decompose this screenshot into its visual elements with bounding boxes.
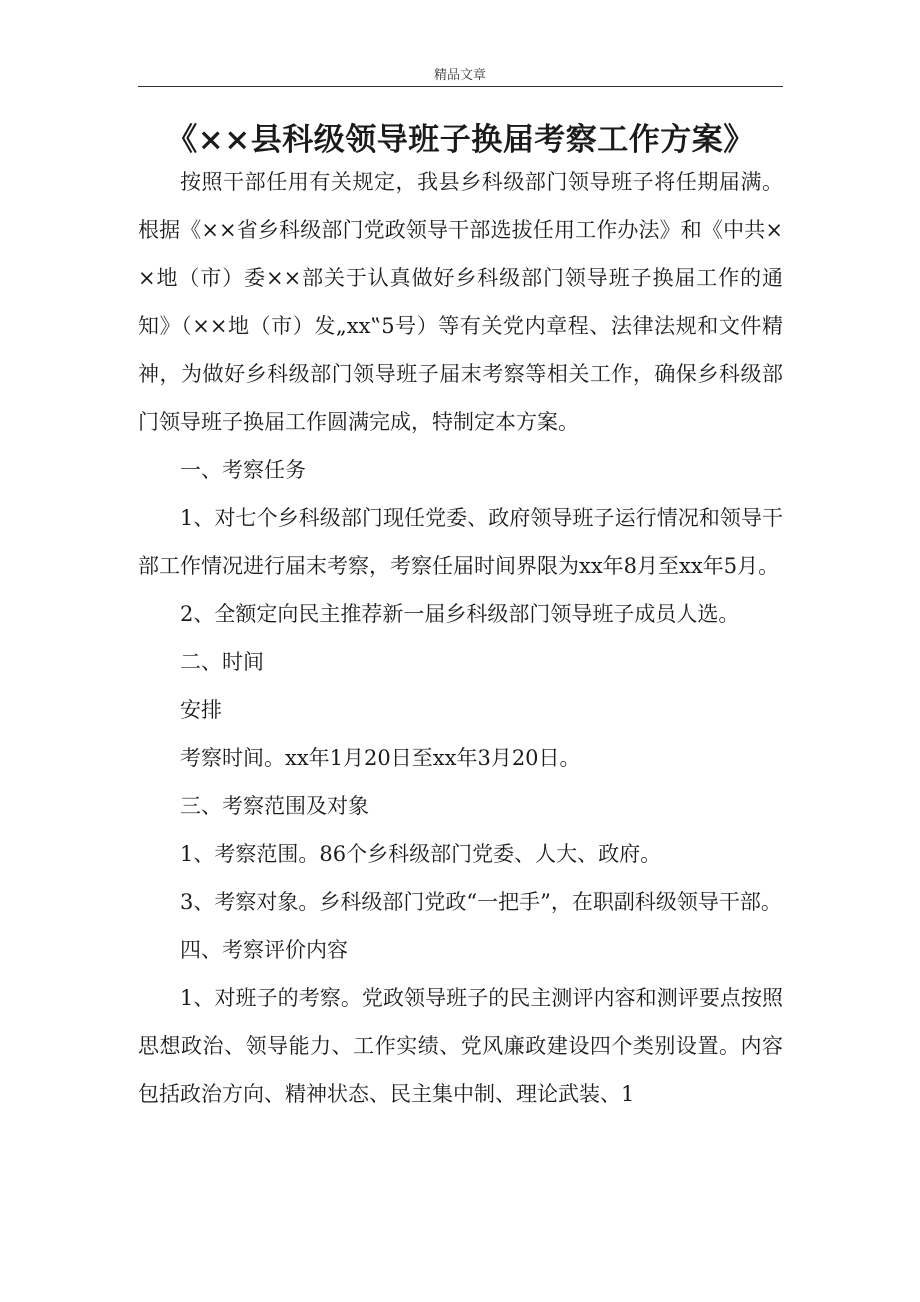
section-heading-1: 一、考察任务 (180, 458, 306, 482)
document-body (138, 158, 783, 1118)
paragraph-task-2: 2、全额定向民主推荐新一届乡科级部门领导班子成员人选。 (180, 602, 740, 626)
page-header: 精品文章 (433, 68, 486, 83)
paragraph-team-review: 1、对班子的考察。党政领导班子的民主测评内容和测评要点按照思想政治、领导能力、工作实绩、党风廉政建设四个类别设置。内容包括政治方向、精神状态、民主集中制、理论武装、1 (138, 986, 783, 1106)
paragraph-scope: 1、考察范围。86个乡科级部门党委、人大、政府。 (180, 842, 662, 866)
header-divider (138, 86, 783, 87)
paragraph-arrangement: 安排 (180, 698, 222, 722)
paragraph-intro: 按照干部任用有关规定，我县乡科级部门领导班子将任期届满。根据《××省乡科级部门党政领导干部选拔任用工作办法》和《中共××地（市）委××部关于认真做好乡科级部门领导班子换届工作的通知》（××地（市）发„xx‟5号）等有关党内章程、法律法规和文件精神，为做好乡科级部门领导班子届末考察等相关工作，确保乡科级部门领导班子换届工作圆满完成，特制定本方案。 (138, 170, 783, 434)
paragraph-time: 考察时间。xx年1月20日至xx年3月20日。 (180, 746, 581, 770)
paragraph-task-1: 1、对七个乡科级部门现任党委、政府领导班子运行情况和领导干部工作情况进行届末考察，考察任届时间界限为xx年8月至xx年5月。 (138, 506, 783, 578)
section-heading-4: 四、考察评价内容 (180, 938, 348, 962)
paragraph-targets: 3、考察对象。乡科级部门党政“一把手”，在职副科级领导干部。 (180, 890, 782, 914)
document-title: 《××县科级领导班子换届考察工作方案》 (166, 122, 755, 158)
section-heading-2: 二、时间 (180, 650, 264, 674)
section-heading-3: 三、考察范围及对象 (180, 794, 369, 818)
